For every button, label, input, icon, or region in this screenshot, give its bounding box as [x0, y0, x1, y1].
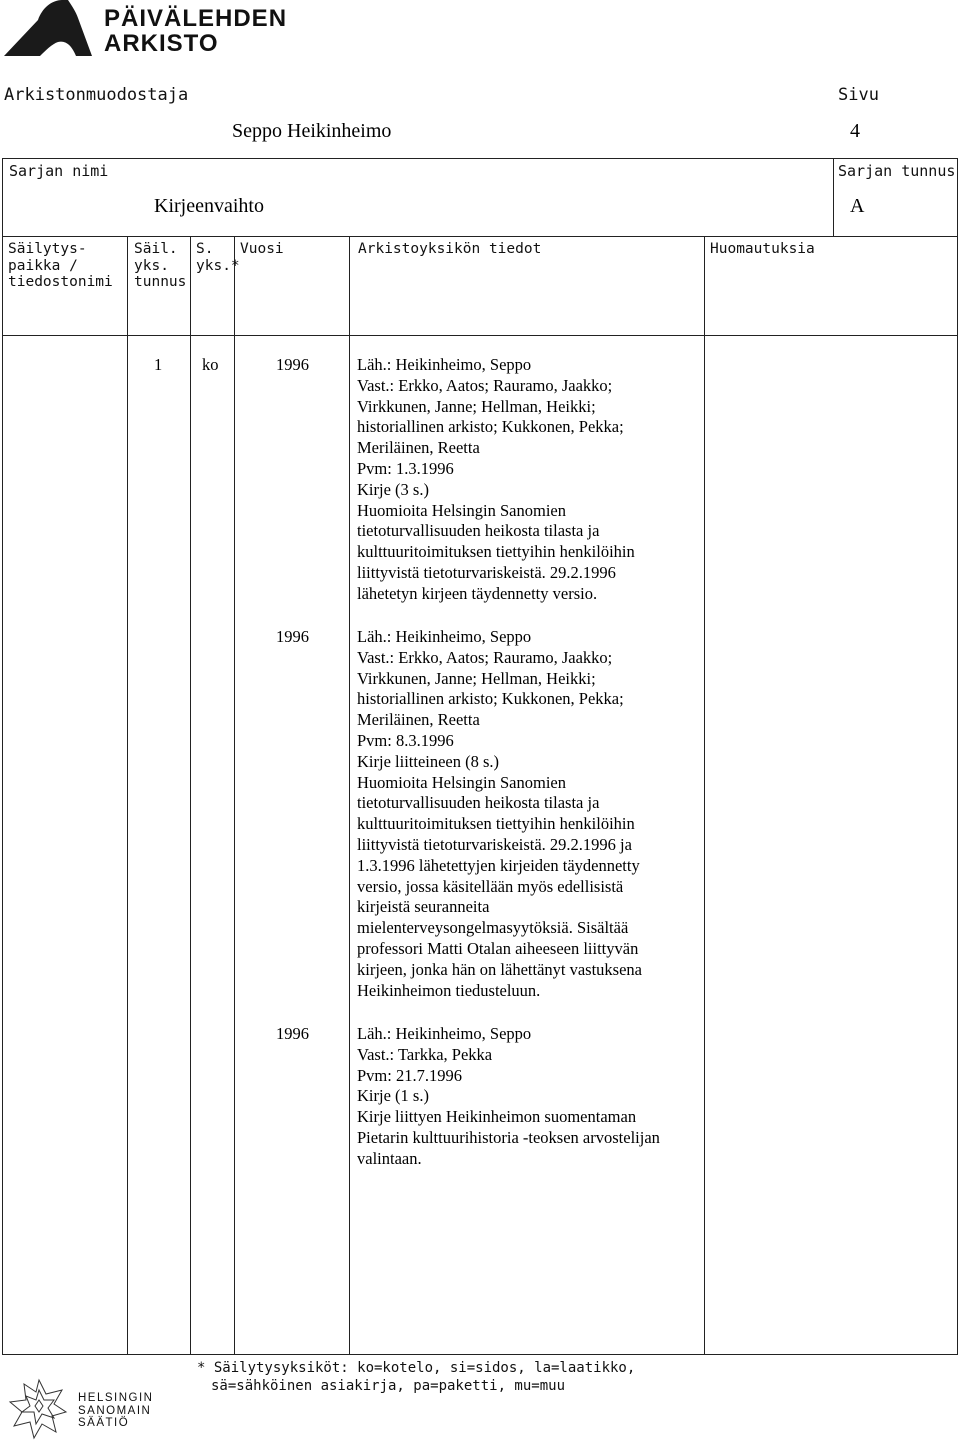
page-number: 4	[850, 120, 860, 142]
col-header-notes: Huomautuksia	[710, 241, 815, 257]
col-rule-4	[349, 236, 350, 1354]
col-rule-right	[957, 236, 958, 1354]
series-top-rule	[2, 158, 958, 159]
archive-creator-label: Arkistonmuodostaja	[4, 85, 189, 105]
entry-1-details: Läh.: Heikinheimo, Seppo Vast.: Erkko, Aatos; Rauramo, Jaakko; Virkkunen, Janne; Hellman, Heikki; historiallinen arkisto; Kukkonen, Pekka; Meriläinen, Reetta Pvm: 1.3.1996 Kirje (3 s.) Huomioita Helsingin Sanomien tietoturvallisuuden heikosta tilasta ja kulttuuritoimituksen tiettyihin henkilöihin liittyvistä tietoturvariskeistä. 29.2.1996 lähetetyn kirjeen täydennetty versio.	[357, 355, 635, 603]
series-name: Kirjeenvaihto	[154, 195, 264, 217]
col-rule-1	[127, 236, 128, 1354]
entry-2-details: Läh.: Heikinheimo, Seppo Vast.: Erkko, Aatos; Rauramo, Jaakko; Virkkunen, Janne; Hellman, Heikki; historiallinen arkisto; Kukkonen, Pekka; Meriläinen, Reetta Pvm: 8.3.1996 Kirje liitteineen (8 s.) Huomioita Helsingin Sanomien tietoturvallisuuden heikosta tilasta ja kulttuuritoimituksen tiettyihin henkilöihin liittyvistä tietoturvariskeistä. 29.2.1996 ja 1.3.1996 lähetettyjen kirjeiden täydennetty versio, jossa käsitellään myös edellisistä kirjeistä seuranneita mielenterveysongelmasyytöksiä. Sisältää professori Matti Otalan aiheeseen liittyvän kirjeen, jonka hän on lähettänyt vastuksena Heikinheimon tiedusteluun.	[357, 627, 642, 1000]
logo-line1: PÄIVÄLEHDEN	[104, 5, 288, 32]
foundation-wordmark	[78, 1392, 154, 1430]
foundation-line3: SÄÄTIÖ	[78, 1417, 130, 1429]
col-header-storage-place: Säilytys- paikka / tiedostonimi	[8, 241, 113, 290]
table-header-rule	[2, 335, 958, 336]
series-id: A	[850, 195, 865, 217]
col-header-details: Arkistoyksikön tiedot	[358, 241, 542, 257]
foundation-line1: HELSINGIN	[78, 1392, 154, 1404]
series-left-rule	[2, 158, 3, 236]
page-label: Sivu	[838, 85, 879, 105]
logo-wordmark	[104, 6, 287, 56]
entry-2-year: 1996	[276, 627, 309, 646]
entry-1-unit-type: ko	[202, 355, 219, 374]
col-rule-2	[190, 236, 191, 1354]
series-name-label: Sarjan nimi	[9, 162, 109, 180]
col-header-year: Vuosi	[240, 241, 284, 257]
col-header-unit-type: S. yks.*	[196, 241, 240, 274]
footnote-line2: sä=sähköinen asiakirja, pa=paketti, mu=muu	[211, 1378, 566, 1394]
series-right-rule	[957, 158, 958, 236]
logo-line2: ARKISTO	[104, 30, 219, 57]
paivalehden-arkisto-logo-icon	[2, 0, 94, 58]
col-rule-left	[2, 236, 3, 1354]
entry-3-year: 1996	[276, 1024, 309, 1043]
series-id-label: Sarjan tunnus	[838, 162, 956, 180]
footnote-line1: * Säilytysyksiköt: ko=kotelo, si=sidos, la=laatikko,	[197, 1360, 636, 1376]
col-rule-3	[234, 236, 235, 1354]
table-bottom-rule	[2, 1354, 958, 1355]
entry-1-year: 1996	[276, 355, 309, 374]
footnote	[197, 1359, 635, 1395]
table-top-rule	[2, 236, 958, 237]
archive-creator-name: Seppo Heikinheimo	[232, 120, 392, 142]
foundation-line2: SANOMAIN	[78, 1404, 152, 1417]
entry-3-details: Läh.: Heikinheimo, Seppo Vast.: Tarkka, Pekka Pvm: 21.7.1996 Kirje (1 s.) Kirje liittyen Heikinheimon suomentaman Pietarin kulttuurihistoria -teoksen arvostelijan valintaan.	[357, 1024, 660, 1168]
series-divider-rule	[833, 158, 834, 236]
helsingin-sanomain-saatio-logo-icon	[8, 1376, 70, 1442]
col-header-unit-id: Säil. yks. tunnus	[134, 241, 187, 290]
entry-1-unit-id: 1	[154, 355, 163, 374]
col-rule-5	[704, 236, 705, 1354]
